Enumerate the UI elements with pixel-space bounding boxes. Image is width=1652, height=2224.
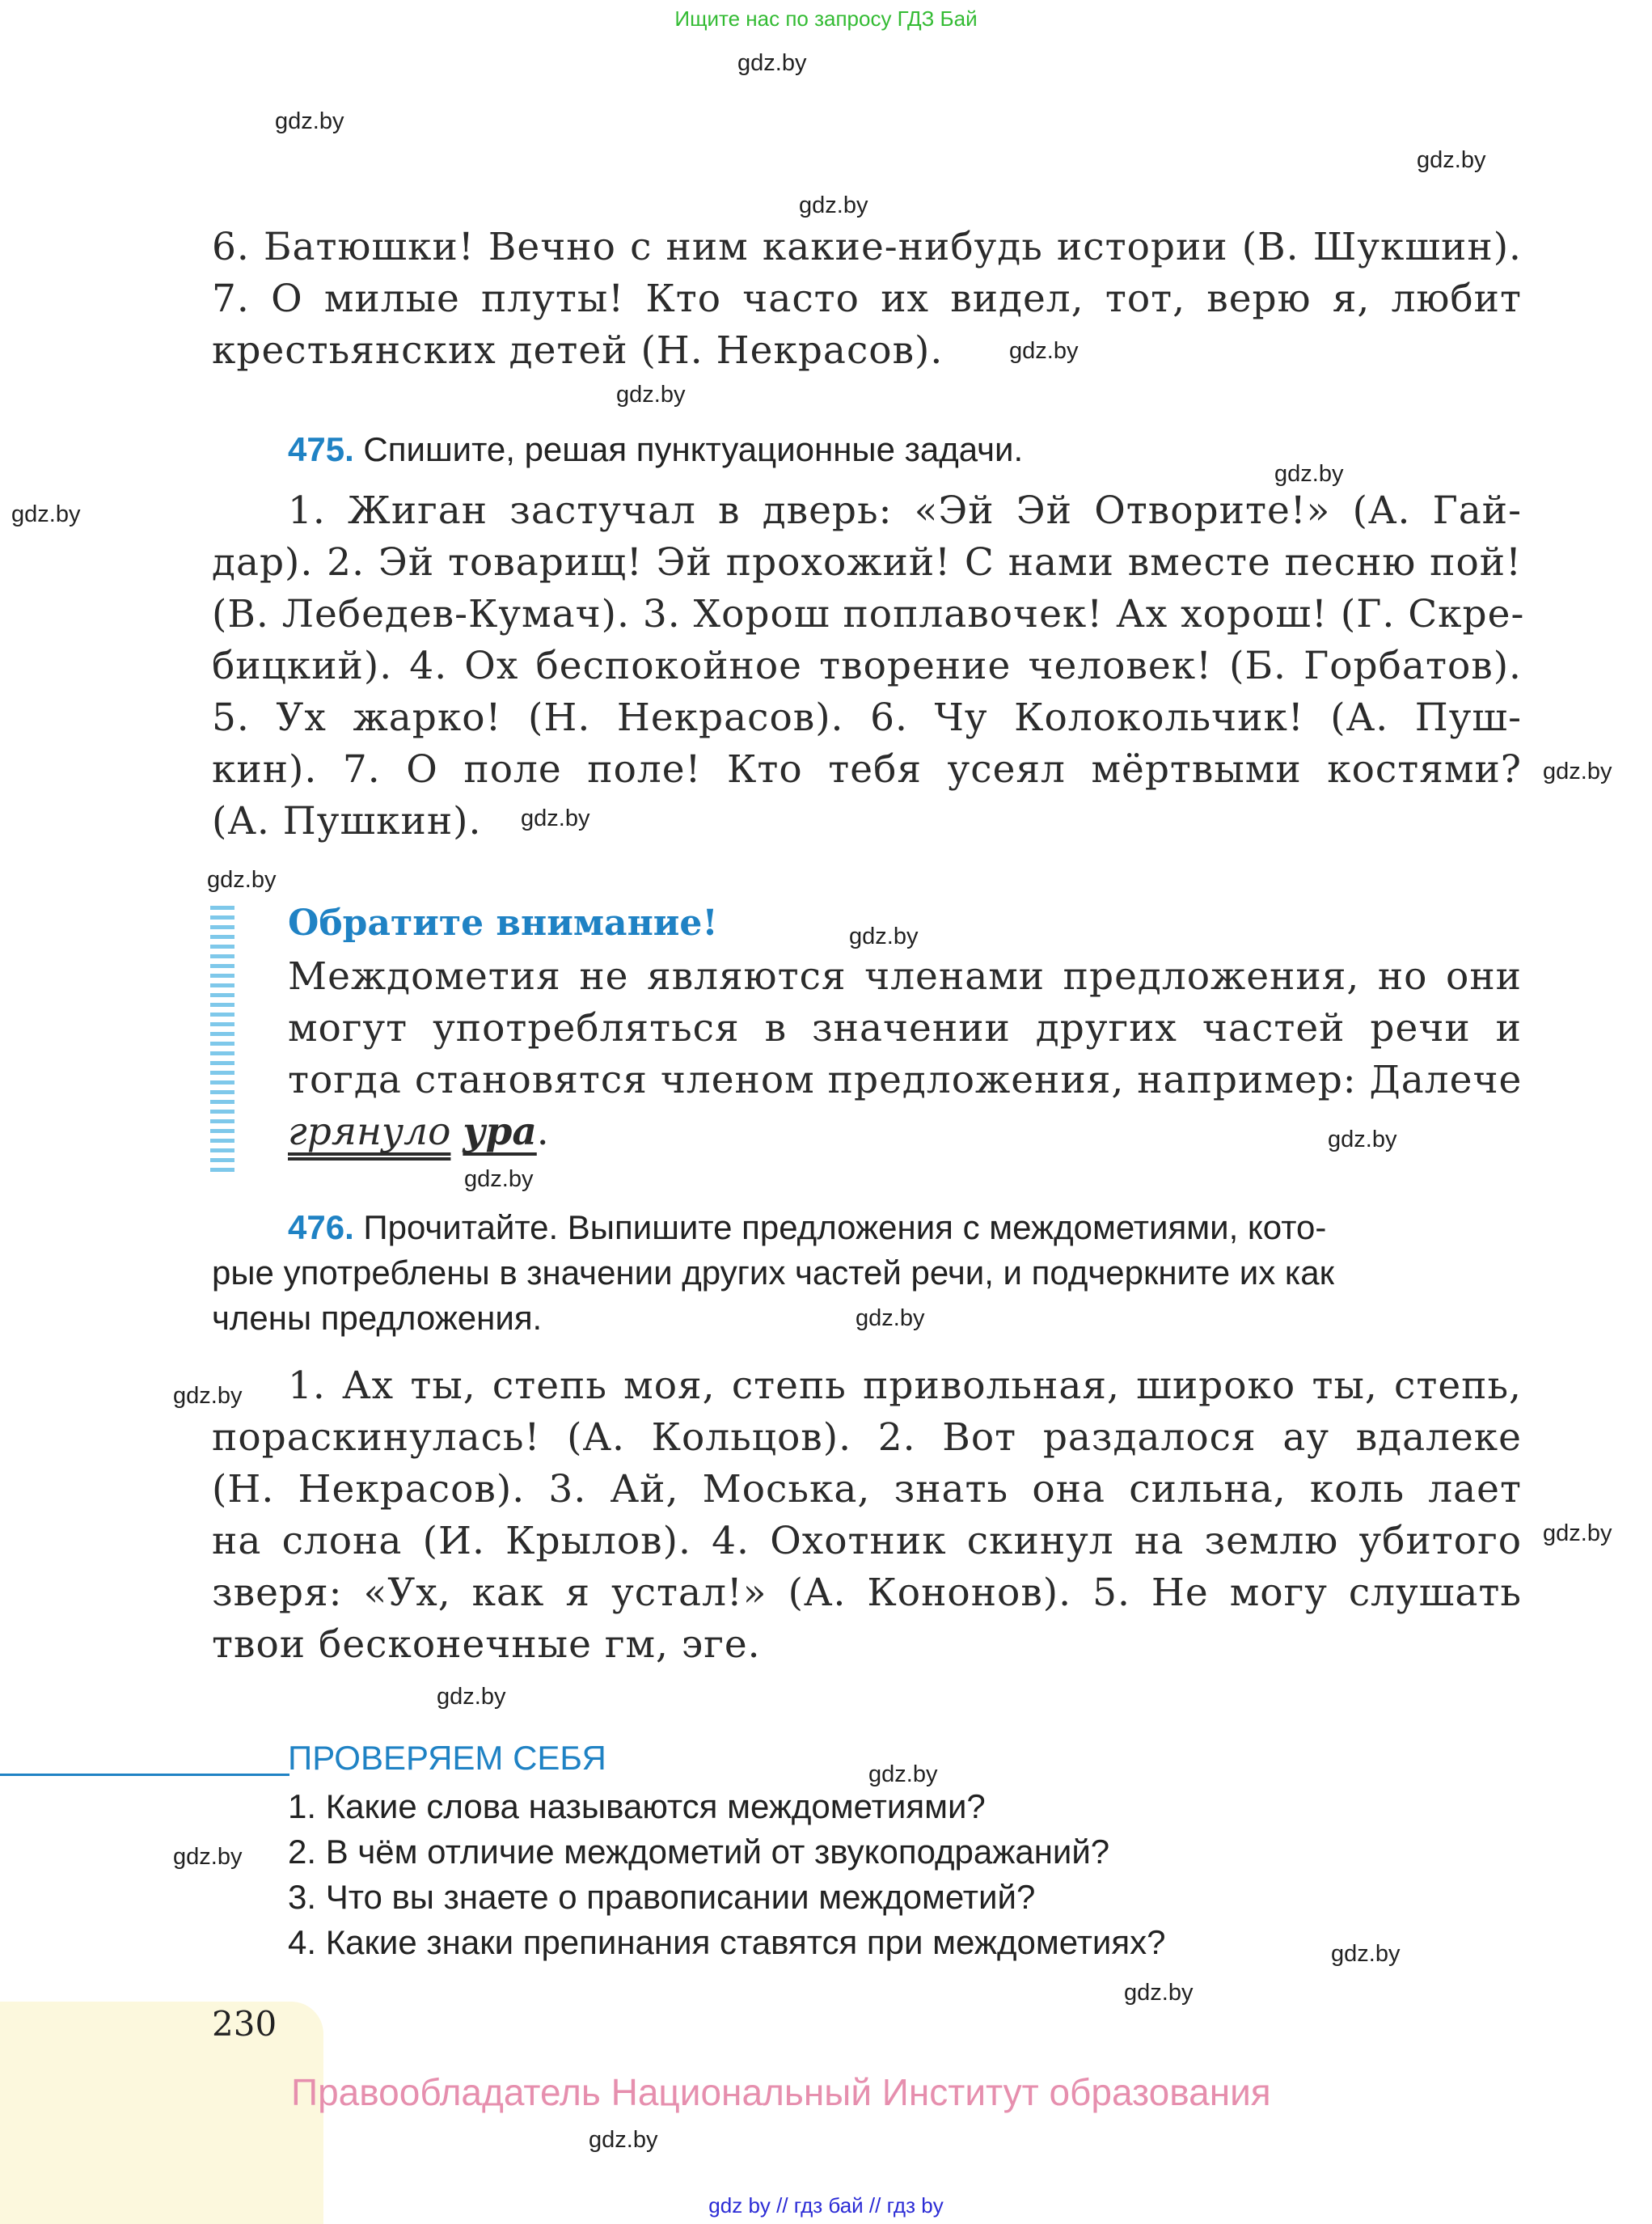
watermark: gdz.by	[521, 805, 590, 831]
text-line: на слона (И. Крылов). 4. Охотник скинул на землю убитого	[212, 1519, 1522, 1563]
copyright-notice: Правообладатель Национальный Институт образования	[291, 2071, 1271, 2113]
text-line: (Н. Некрасов). 3. Ай, Моська, знать она сильна, коль лает	[212, 1467, 1522, 1512]
watermark: gdz.by	[1274, 461, 1344, 487]
check-title: ПРОВЕРЯЕМ СЕБЯ	[288, 1739, 606, 1777]
watermark: gdz.by	[589, 2127, 658, 2153]
text-line: 7. О милые плуты! Кто часто их видел, тот, верю я, любит	[212, 277, 1522, 321]
footer-links[interactable]: gdz by // гдз бай // гдз by	[708, 2193, 944, 2218]
task-text: члены предложения.	[212, 1299, 543, 1337]
text-line: 5. Ух жарко! (Н. Некрасов). 6. Чу Колокольчик! (А. Пуш-	[212, 696, 1522, 740]
task-number: 476.	[288, 1208, 354, 1246]
watermark: gdz.by	[849, 924, 919, 949]
task-text: рые употреблены в значении других частей речи, и подчеркните их как	[212, 1254, 1334, 1292]
text-line: бицкий). 4. Ох беспокойное творение человек! (Б. Горбатов).	[212, 644, 1522, 688]
task-text: Прочитайте. Выпишите предложения с междометиями, кото-	[363, 1208, 1327, 1246]
watermark: gdz.by	[1331, 1941, 1401, 1967]
watermark: gdz.by	[11, 501, 81, 527]
watermark: gdz.by	[437, 1684, 506, 1710]
note-side-bar	[210, 906, 234, 1173]
watermark: gdz.by	[464, 1166, 534, 1192]
page-number: 230	[212, 2004, 277, 2044]
task-text: Спишите, решая пунктуационные задачи.	[363, 430, 1024, 468]
watermark: gdz.by	[173, 1383, 243, 1409]
section-divider	[0, 1774, 289, 1776]
text-line: зверя: «Ух, как я устал!» (А. Кононов). 5. Не могу слушать	[212, 1571, 1522, 1615]
watermark: gdz.by	[207, 867, 277, 893]
text-line: (А. Пушкин).	[212, 799, 482, 844]
note-example	[288, 1110, 549, 1154]
task-number: 475.	[288, 430, 354, 468]
task-476-instruction	[288, 1208, 1522, 1247]
text-line: крестьянских детей (Н. Некрасов).	[212, 328, 944, 373]
text-line: 6. Батюшки! Вечно с ним какие-нибудь истории (В. Шукшин).	[212, 225, 1522, 269]
example-subject: ура	[463, 1110, 537, 1154]
watermark: gdz.by	[1009, 338, 1079, 364]
check-question: 1. Какие слова называются междометиями?	[288, 1787, 986, 1825]
text-line: твои бесконечные гм, эге.	[212, 1622, 761, 1667]
note-line: Междометия не являются членами предложения, но они	[288, 954, 1522, 999]
check-question: 4. Какие знаки препинания ставятся при междометиях?	[288, 1923, 1166, 1961]
text-line: пораскинулась! (А. Кольцов). 2. Вот раздалося ау вдалеке	[212, 1415, 1522, 1460]
note-line: могут употребляться в значении других частей речи и	[288, 1006, 1522, 1051]
task-475-instruction	[288, 430, 1023, 469]
watermark: gdz.by	[1328, 1127, 1397, 1152]
watermark: gdz.by	[737, 50, 807, 76]
watermark: gdz.by	[1417, 147, 1486, 173]
watermark: gdz.by	[275, 108, 344, 134]
check-question: 2. В чём отличие междометий от звукоподражаний?	[288, 1833, 1110, 1871]
text-line: (В. Лебедев-Кумач). 3. Хорош поплавочек! Ах хорош! (Г. Скре-	[212, 592, 1525, 636]
watermark: gdz.by	[173, 1844, 243, 1870]
watermark: gdz.by	[1543, 1520, 1612, 1546]
text-line: 1. Ах ты, степь моя, степь привольная, широко ты, степь,	[288, 1364, 1522, 1408]
watermark: gdz.by	[616, 382, 686, 408]
watermark: gdz.by	[868, 1761, 938, 1787]
example-end: .	[536, 1110, 549, 1154]
note-title: Обратите внимание!	[288, 903, 718, 944]
watermark: gdz.by	[799, 192, 868, 218]
text-line: дар). 2. Эй товарищ! Эй прохожий! С нами вместе песню пой!	[212, 540, 1522, 585]
note-line: тогда становятся членом предложения, например: Далече	[288, 1058, 1523, 1102]
top-banner: Ищите нас по запросу ГДЗ Бай	[674, 6, 978, 31]
watermark: gdz.by	[1543, 759, 1612, 784]
watermark: gdz.by	[1124, 1980, 1194, 2006]
watermark: gdz.by	[856, 1305, 925, 1331]
text-line: кин). 7. О поле поле! Кто тебя усеял мёртвыми костями?	[212, 747, 1522, 792]
example-predicate: грянуло	[288, 1110, 451, 1154]
check-question: 3. Что вы знаете о правописании междометий?	[288, 1878, 1036, 1916]
text-line: 1. Жиган застучал в дверь: «Эй Эй Отворите!» (А. Гай-	[288, 488, 1522, 533]
